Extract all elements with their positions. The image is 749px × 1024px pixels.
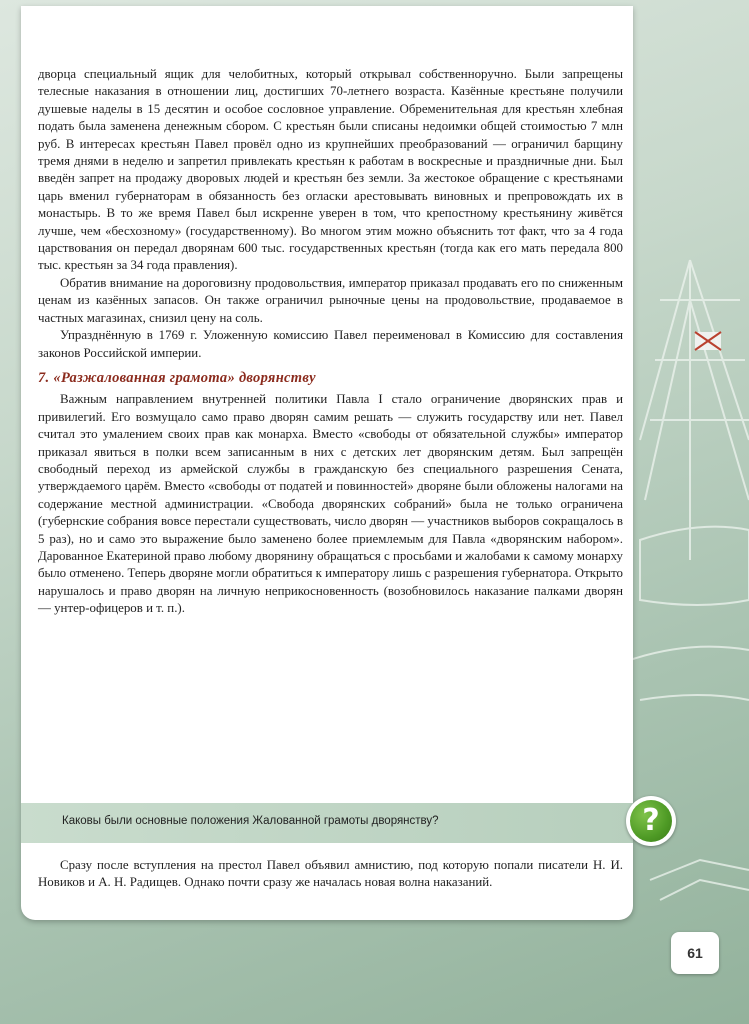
paragraph: Важным направлением внутренней политики Павла I стало ограничение дворянских прав и привилегий. Его возмущало само право дворян самим решать — служить государству или нет. Павел считал это умалением своих прав как монарха. Вместо «свободы от обязательной службы» император приказал явиться в полки всем записанным в них с детских лет дворянским детям. Был запрещён свободный переход из армейской службы в гражданскую без специального разрешения Сената, утверждаемого царём. Вместо «свободы от податей и повинностей» дворяне были обложены налогами на содержание местной администрации. «Свобода дворянских собраний» была не только ограничена (губернские собрания вовсе перестали существовать, число дворян — участников выборов сокращалось в 5 раз), но и само это выражение было заменено более приемлемым для Павла «дворянским набором». Дарованное Екатериной право любому дворянину обращаться с просьбами и жалобами к самому монарху было отменено. Теперь дворяне могли обратиться к императору лишь с разрешения губернатора. Открыто нарушалось и право дворян на личную неприкосновенность (возобновилось наказание палками дворян — унтер-офицеров и т. п.). <box>38 392 623 616</box>
paragraph: дворца специальный ящик для челобитных, который открывал собственноручно. Были запрещены телесные наказания в отношении лиц, достигших 70-летнего возраста. Казённые крестьяне получили душевые наделы в 15 десятин и особое сословное управление. Обременительная для крестьян хлебная подать была заменена денежным сбором. С крестьян были списаны недоимки общей стоимостью 7 млн руб. В интересах крестьян Павел провёл одно из крупнейших преобразований — ограничил барщину тремя днями в неделю и запретил привлекать крестьян к работам в воскресные и праздничные дни. Был введён запрет на продажу дворовых людей и крестьян без земли. За жестокое обращение с крестьянами царь вменил губернаторам в обязанность без огласки арестовывать виновных и препровождать их в монастырь. В то же время Павел был искренне уверен в том, что крепостному крестьянину живётся лучше, чем «бесхозному» (государственному). Во многом этим можно объяснить тот факт, что за 4 года царствования он передал дворянам 600 тыс. государственных крестьян (тогда как его мать передала 800 тыс. крестьян за 34 года правления). <box>38 67 623 273</box>
question-mark: ? <box>630 800 672 842</box>
flag-icon <box>695 332 721 350</box>
paragraph: Упразднённую в 1769 г. Уложенную комиссию Павел переименовал в Комиссию для составления законов Российской империи. <box>38 328 623 360</box>
paragraph: Обратив внимание на дороговизну продовольствия, император приказал продавать его по сниженным ценам из казённых запасов. Он также ограничил рыночные цены на продовольствие, продаваемое в частных магазинах, снизил цену на соль. <box>38 275 623 325</box>
closing-text <box>38 857 623 892</box>
section-heading: 7. «Разжалованная грамота» дворянству <box>38 369 316 386</box>
question-icon <box>626 796 676 846</box>
main-text <box>38 66 623 618</box>
review-question: Каковы были основные положения Жалованной грамоты дворянству? <box>62 815 439 827</box>
paragraph: Сразу после вступления на престол Павел объявил амнистию, под которую попали писатели Н. И. Новиков и А. Н. Радищев. Однако почти сразу же началась новая волна наказаний. <box>38 858 623 890</box>
page-number: 61 <box>671 932 719 974</box>
